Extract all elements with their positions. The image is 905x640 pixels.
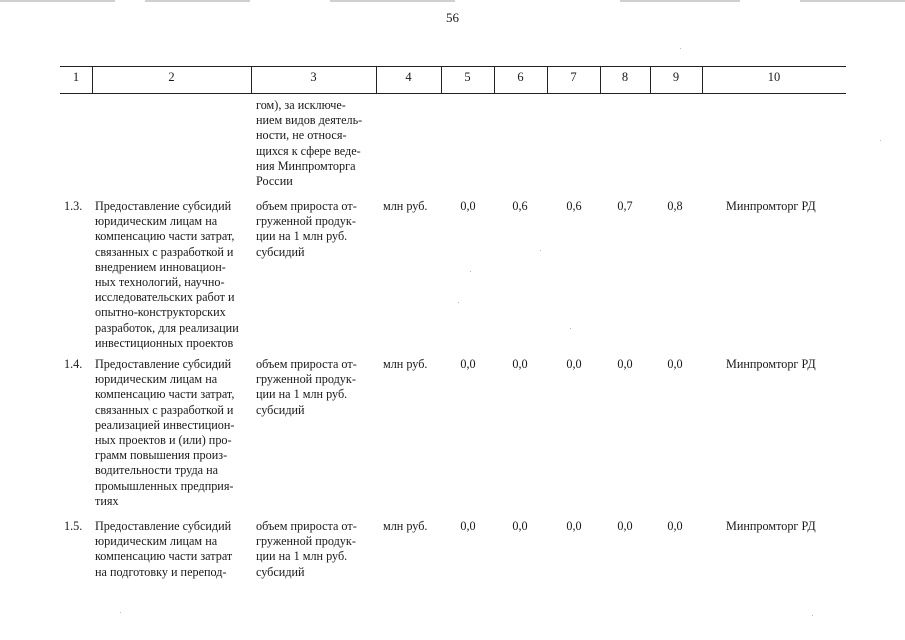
scan-speck: [120, 612, 121, 613]
text-line: опытно-конструкторских: [95, 305, 226, 320]
scan-speck: [880, 140, 881, 141]
row-unit: млн руб.: [383, 199, 428, 213]
scan-edge-artifact: [620, 0, 740, 2]
scan-edge-artifact: [0, 0, 115, 2]
scan-speck: [812, 615, 813, 616]
text-line: Предоставление субсидий: [95, 519, 232, 533]
text-line: водительности труда на: [95, 463, 219, 478]
row-value-col-8: 0,0: [617, 519, 633, 533]
row-number: 1.3.: [64, 199, 83, 213]
row-value-col-5: 0,0: [460, 199, 476, 213]
text-line: компенсацию части затрат,: [95, 387, 235, 402]
scan-speck: [680, 48, 681, 49]
text-line: Предоставление субсидий: [95, 357, 232, 371]
text-line: компенсацию части затрат,: [95, 229, 235, 244]
text-line: гом), за исключе-: [256, 98, 346, 112]
text-line: инвестиционных проектов: [95, 335, 234, 350]
header-col-8: 8: [621, 70, 629, 84]
text-line: юридическим лицам на: [95, 214, 218, 229]
text-line: субсидий: [256, 244, 305, 259]
text-line: груженной продук-: [256, 372, 356, 387]
row-value-col-9: 0,0: [667, 357, 683, 371]
scan-edge-artifact: [800, 0, 905, 2]
header-top-rule: [60, 66, 846, 67]
row-value-col-6: 0,0: [512, 357, 528, 371]
row-value-col-8: 0,0: [617, 357, 633, 371]
text-line: связанных с разработкой и: [95, 244, 234, 259]
text-line: ции на 1 млн руб.: [256, 387, 348, 402]
text-line: компенсацию части затрат: [95, 549, 233, 564]
text-line: России: [256, 174, 293, 189]
header-col-7: 7: [570, 70, 577, 84]
text-line: грамм повышения произ-: [95, 448, 228, 463]
row-value-col-7: 0,6: [566, 199, 582, 213]
row-unit: млн руб.: [383, 519, 428, 533]
text-line: разработок, для реализации: [95, 320, 239, 335]
header-col-2: 2: [168, 70, 175, 84]
text-line: ции на 1 млн руб.: [256, 549, 348, 564]
text-line: объем прироста от-: [256, 199, 357, 213]
text-line: груженной продук-: [256, 214, 356, 229]
text-line: ности, не относя-: [256, 128, 347, 143]
text-line: реализацией инвестицион-: [95, 417, 235, 432]
text-line: объем прироста от-: [256, 357, 357, 371]
text-line: на подготовку и перепод-: [95, 564, 227, 579]
scan-speck: [458, 302, 459, 303]
scan-speck: [470, 271, 471, 272]
row-value-col-9: 0,8: [667, 199, 683, 213]
text-line: связанных с разработкой и: [95, 402, 234, 417]
header-col-3: 3: [310, 70, 317, 84]
header-col-5: 5: [464, 70, 471, 84]
header-col-9: 9: [672, 70, 680, 84]
row-value-col-9: 0,0: [667, 519, 683, 533]
header-col-1: 1: [72, 70, 80, 84]
header-col-6: 6: [517, 70, 524, 84]
row-value-col-5: 0,0: [460, 519, 476, 533]
row-value-col-7: 0,0: [566, 519, 582, 533]
row-value-col-5: 0,0: [460, 357, 476, 371]
page-number: 56: [446, 10, 459, 25]
text-line: нием видов деятель-: [256, 113, 363, 128]
row-value-col-6: 0,0: [512, 519, 528, 533]
row-value-col-6: 0,6: [512, 199, 528, 213]
scan-speck: [570, 328, 571, 329]
header-col-4: 4: [405, 70, 412, 84]
row-description: [95, 357, 248, 509]
row-number: 1.5.: [64, 519, 83, 533]
row-indicator: [256, 199, 370, 260]
text-line: ных проектов и (или) про-: [95, 433, 232, 448]
text-line: тиях: [95, 493, 119, 508]
row-indicator: [256, 519, 370, 580]
text-line: внедрением инновацион-: [95, 259, 226, 274]
text-line: объем прироста от-: [256, 519, 357, 533]
text-line: исследовательских работ и: [95, 290, 235, 305]
row-executor: Минпромторг РД: [726, 519, 816, 533]
text-line: ния Минпромторга: [256, 158, 356, 173]
scan-edge-artifact: [330, 0, 455, 2]
header-col-10: 10: [767, 70, 781, 84]
text-line: субсидий: [256, 564, 305, 579]
scan-edge-artifact: [145, 0, 250, 2]
row-number: 1.4.: [64, 357, 83, 371]
text-line: ции на 1 млн руб.: [256, 229, 348, 244]
text-line: юридическим лицам на: [95, 372, 218, 387]
text-line: субсидий: [256, 402, 305, 417]
text-line: щихся к сфере веде-: [256, 143, 361, 158]
text-line: юридическим лицам на: [95, 534, 218, 549]
row-unit: млн руб.: [383, 357, 428, 371]
row-description: [95, 199, 248, 351]
text-line: груженной продук-: [256, 534, 356, 549]
row-executor: Минпромторг РД: [726, 199, 816, 213]
text-line: Предоставление субсидий: [95, 199, 232, 213]
text-line: ных технологий, научно-: [95, 275, 225, 290]
scan-speck: [540, 250, 541, 251]
row-value-col-7: 0,0: [566, 357, 582, 371]
row-executor: Минпромторг РД: [726, 357, 816, 371]
row-indicator: [256, 357, 370, 418]
text-line: промышленных предприя-: [95, 478, 234, 493]
row-description: [95, 519, 248, 580]
header-bottom-rule: [60, 93, 846, 94]
row-value-col-8: 0,7: [617, 199, 633, 213]
continuation-indicator: [256, 98, 370, 189]
